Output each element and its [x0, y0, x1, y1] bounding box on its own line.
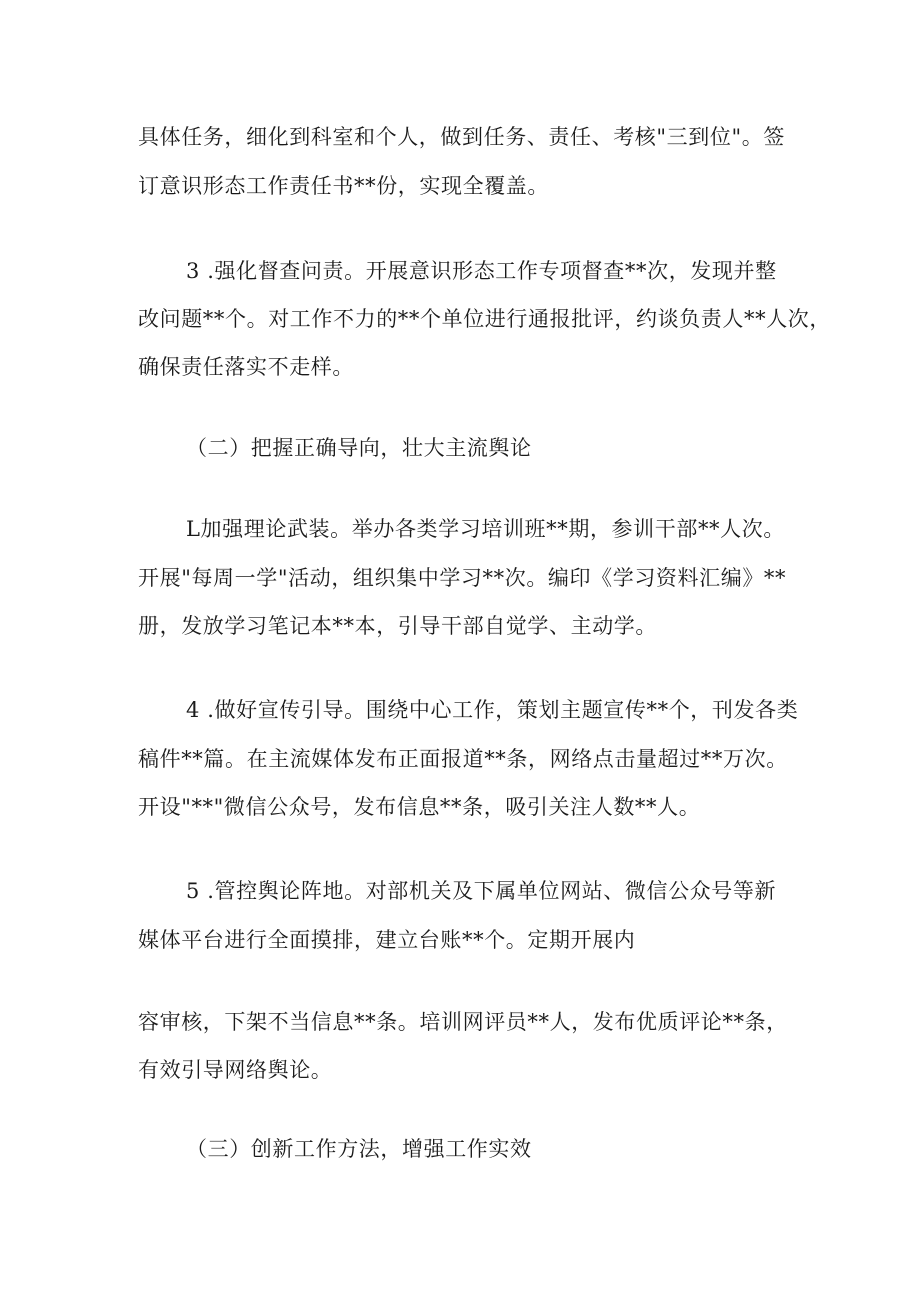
paragraph-line: 订意识形态工作责任书**份，实现全覆盖。 — [138, 174, 549, 198]
paragraph-line: 确保责任落实不走样。 — [138, 355, 354, 379]
item-4-line: 4 .做好宣传引导。围绕中心工作，策划主题宣传**个，刊发各类 — [186, 698, 799, 722]
paragraph-line: 改问题**个。对工作不力的**个单位进行通报批评，约谈负责人**人次， — [138, 307, 831, 331]
paragraph-line: 具体任务，细化到科室和个人，做到任务、责任、考核"三到位"。签 — [138, 125, 785, 149]
item-1-line: L加强理论武装。举办各类学习培训班**期，参训干部**人次。 — [186, 517, 785, 541]
item-3-line: 3 .强化督查问责。开展意识形态工作专项督查**次，发现并整 — [186, 259, 777, 283]
paragraph-line: 媒体平台进行全面摸排，建立台账**个。定期开展内 — [138, 928, 636, 952]
paragraph-line: 开展"每周一学"活动，组织集中学习**次。编印《学习资料汇编》** — [138, 566, 787, 590]
paragraph-line: 开设"**"微信公众号，发布信息**条，吸引关注人数**人。 — [138, 795, 701, 819]
paragraph-line: 稿件**篇。在主流媒体发布正面报道**条，网络点击量超过**万次。 — [138, 747, 788, 771]
paragraph-line: 册，发放学习笔记本**本，引导干部自觉学、主动学。 — [138, 614, 657, 638]
paragraph-line: 有效引导网络舆论。 — [138, 1058, 333, 1082]
paragraph-line: 容审核，下架不当信息**条。培训网评员**人，发布优质评论**条， — [138, 1010, 788, 1034]
section-heading-2: （二）把握正确导向，壮大主流舆论 — [186, 436, 532, 460]
item-5-line: 5 .管控舆论阵地。对部机关及下属单位网站、微信公众号等新 — [186, 879, 777, 903]
section-heading-3: （三）创新工作方法，增强工作实效 — [186, 1137, 532, 1161]
